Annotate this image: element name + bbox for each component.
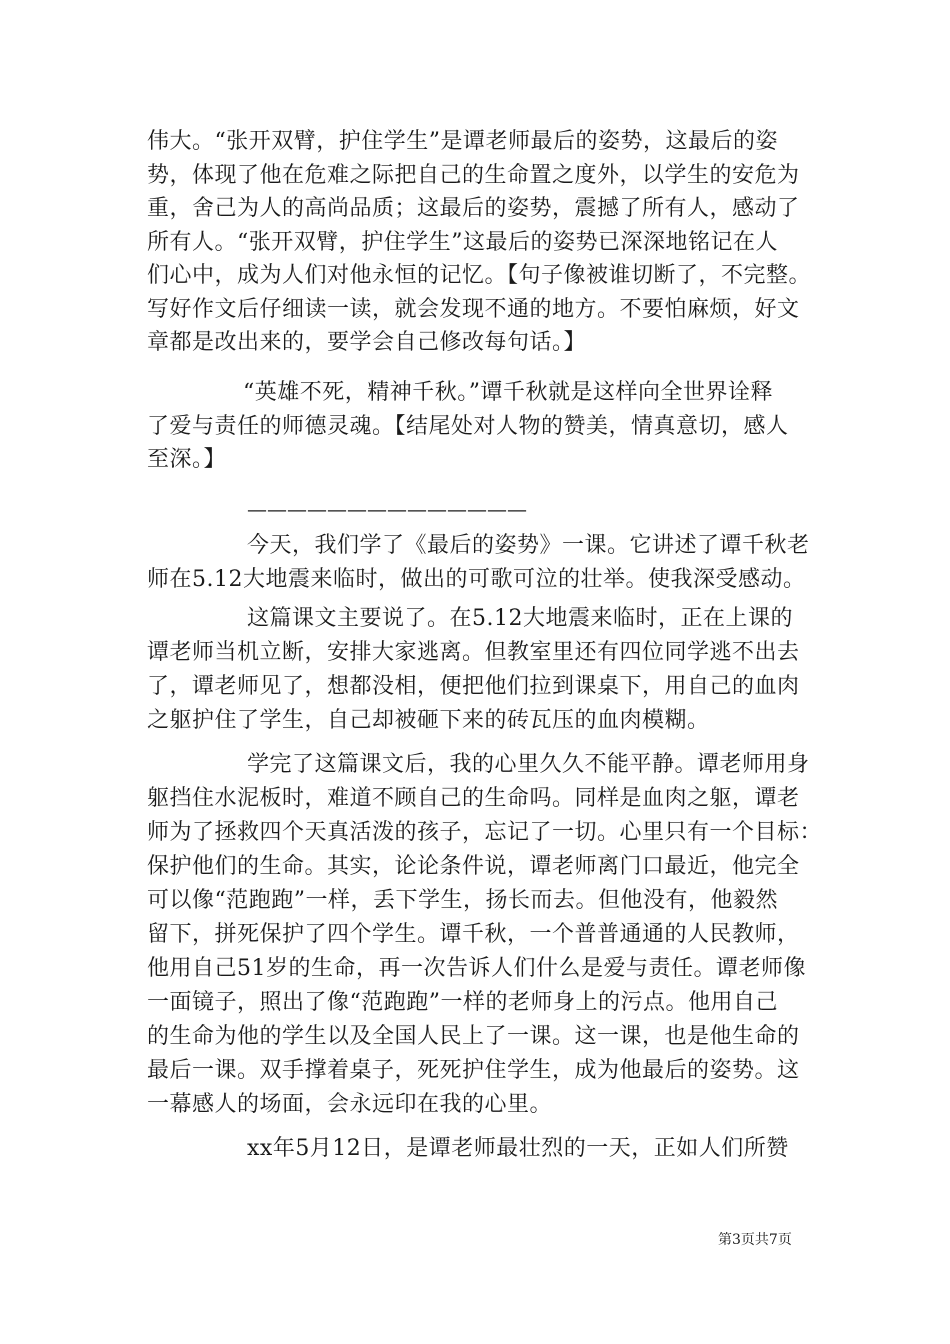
text-line: 今天，我们学了《最后的姿势》一课。它讲述了谭千秋老 xyxy=(247,533,810,558)
text-line: 最后一课。双手撑着桌子，死死护住学生，成为他最后的姿势。这 xyxy=(147,1058,800,1083)
text-line: 谭老师当机立断，安排大家逃离。但教室里还有四位同学逃不出去 xyxy=(147,640,800,665)
text-line: xx年5月12日，是谭老师最壮烈的一天，正如人们所赞 xyxy=(247,1136,789,1161)
text-line: 师在5.12大地震来临时，做出的可歌可泣的壮举。使我深受感动。 xyxy=(147,567,806,592)
text-line: 留下，拼死保护了四个学生。谭千秋，一个普普通通的人民教师， xyxy=(147,922,800,947)
text-line: 势，体现了他在危难之际把自己的生命置之度外，以学生的安危为 xyxy=(147,163,800,188)
page-number-footer: 第3页共7页 xyxy=(718,1232,792,1248)
text-line: 师为了拯救四个天真活泼的孩子，忘记了一切。心里只有一个目标： xyxy=(147,820,823,845)
text-line: 了，谭老师见了，想都没相，便把他们拉到课桌下，用自己的血肉 xyxy=(147,674,800,699)
text-line: 写好作文后仔细读一读，就会发现不通的地方。不要怕麻烦，好文 xyxy=(147,297,800,322)
text-line: 一幕感人的场面，会永远印在我的心里。 xyxy=(147,1092,553,1117)
text-line: 伟大。“张开双臂，护住学生”是谭老师最后的姿势，这最后的姿 xyxy=(147,129,778,154)
text-line: 他用自己51岁的生命，再一次告诉人们什么是爱与责任。谭老师像 xyxy=(147,956,806,981)
text-line: 保护他们的生命。其实，论论条件说，谭老师离门口最近，他完全 xyxy=(147,854,800,879)
text-line: 重，舍己为人的高尚品质；这最后的姿势，震撼了所有人，感动了 xyxy=(147,196,800,221)
text-line: 的生命为他的学生以及全国人民上了一课。这一课，也是他生命的 xyxy=(147,1024,800,1049)
text-line: 至深。】 xyxy=(147,447,227,472)
text-line: 躯挡住水泥板时，难道不顾自己的生命吗。同样是血肉之躯，谭老 xyxy=(147,786,800,811)
text-line: 章都是改出来的，要学会自己修改每句话。】 xyxy=(147,330,587,355)
text-line: 一面镜子，照出了像“范跑跑”一样的老师身上的污点。他用自己 xyxy=(147,990,778,1015)
text-line: “英雄不死，精神千秋。”谭千秋就是这样向全世界诠释 xyxy=(243,380,773,405)
text-line: 之躯护住了学生，自己却被砸下来的砖瓦压的血肉模糊。 xyxy=(147,708,710,733)
section-divider: —————————————— xyxy=(247,497,527,521)
text-line: 们心中，成为人们对他永恒的记忆。【句子像被谁切断了，不完整。 xyxy=(147,263,812,288)
text-line: 这篇课文主要说了。在5.12大地震来临时，正在上课的 xyxy=(247,606,793,631)
text-line: 学完了这篇课文后，我的心里久久不能平静。谭老师用身 xyxy=(247,752,810,777)
text-line: 所有人。“张开双臂，护住学生”这最后的姿势已深深地铭记在人 xyxy=(147,230,778,255)
text-line: 了爱与责任的师德灵魂。【结尾处对人物的赞美，情真意切，感人 xyxy=(147,414,789,439)
text-line: 可以像“范跑跑”一样，丢下学生，扬长而去。但他没有，他毅然 xyxy=(147,888,778,913)
